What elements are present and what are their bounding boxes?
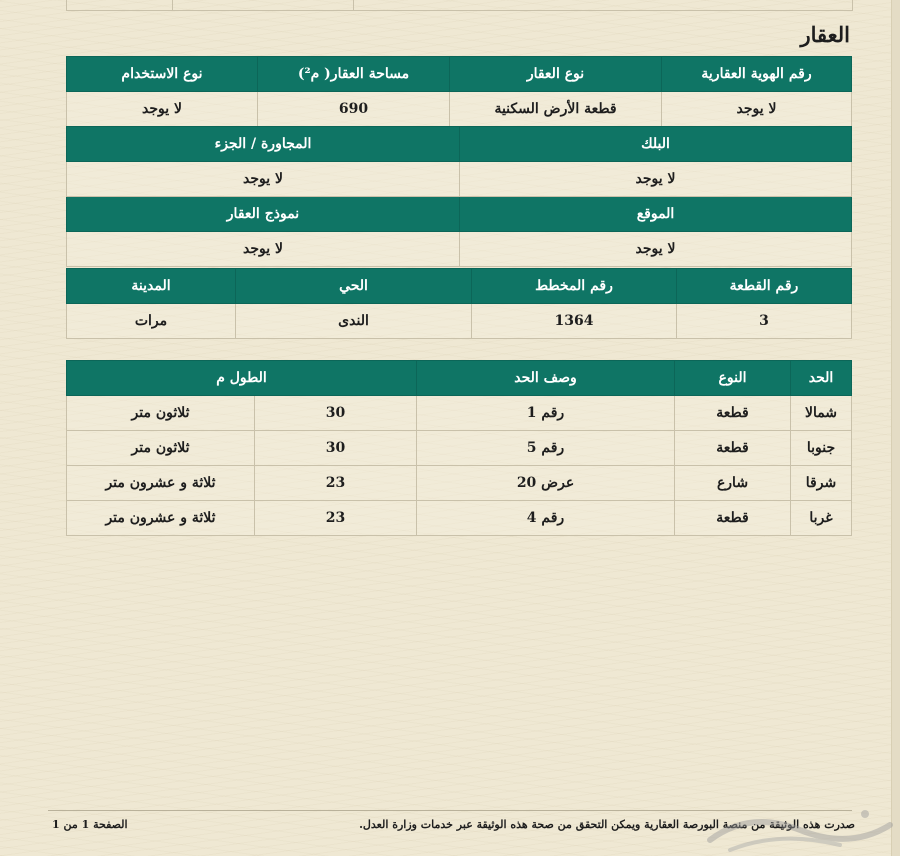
header-city: المدينة — [67, 269, 236, 304]
cell-desc: رقم 5 — [417, 431, 675, 466]
header-property-type: نوع العقار — [450, 57, 662, 92]
value-block: لا يوجد — [460, 162, 852, 197]
header-length: الطول م — [67, 361, 417, 396]
cell-type: قطعة — [675, 501, 791, 536]
header-neighbor-part: المجاورة / الجزء — [67, 127, 460, 162]
header-property-model: نموذج العقار — [67, 197, 460, 232]
cell-type: شارع — [675, 466, 791, 501]
header-usage-type: نوع الاستخدام — [67, 57, 258, 92]
cell-type: قطعة — [675, 431, 791, 466]
value-city: مرات — [67, 304, 236, 339]
section-title: العقار — [800, 22, 850, 47]
footer-note: صدرت هذه الوثيقة من منصة البورصة العقارية ويمكن التحقق من صحة هذه الوثيقة عبر خدمات وزارة العدل. — [359, 818, 855, 831]
cell-side: غربا — [791, 501, 852, 536]
cell-length-text: ثلاثون متر — [67, 431, 255, 466]
cell-desc: رقم 4 — [417, 501, 675, 536]
value-location: لا يوجد — [460, 232, 852, 267]
header-property-area: مساحة العقار( م²) — [258, 57, 450, 92]
header-property-id: رقم الهوية العقارية — [662, 57, 852, 92]
cell-length: 30 — [255, 431, 417, 466]
page-number: الصفحة 1 من 1 — [52, 818, 128, 831]
watermark-logo-icon — [690, 800, 900, 856]
value-property-model: لا يوجد — [67, 232, 460, 267]
previous-table-remnant — [66, 0, 853, 11]
cell-side: شمالا — [791, 396, 852, 431]
header-district: الحي — [236, 269, 472, 304]
value-plot-number: 3 — [677, 304, 852, 339]
header-location: الموقع — [460, 197, 852, 232]
header-description: وصف الحد — [417, 361, 675, 396]
boundaries-table — [66, 360, 852, 536]
table-row — [67, 431, 852, 466]
header-type: النوع — [675, 361, 791, 396]
cell-desc: عرض 20 — [417, 466, 675, 501]
header-plan-number: رقم المخطط — [472, 269, 677, 304]
cell-length: 30 — [255, 396, 417, 431]
table-row — [67, 396, 852, 431]
value-plan-number: 1364 — [472, 304, 677, 339]
table-row — [67, 501, 852, 536]
plot-table — [66, 268, 852, 339]
location-table — [66, 126, 852, 267]
cell-type: قطعة — [675, 396, 791, 431]
cell-desc: رقم 1 — [417, 396, 675, 431]
header-plot-number: رقم القطعة — [677, 269, 852, 304]
table-row — [67, 466, 852, 501]
cell-length: 23 — [255, 466, 417, 501]
value-property-type: قطعة الأرض السكنية — [450, 92, 662, 127]
value-neighbor-part: لا يوجد — [67, 162, 460, 197]
cell-length-text: ثلاثة و عشرون متر — [67, 466, 255, 501]
header-boundary: الحد — [791, 361, 852, 396]
property-info-table — [66, 56, 852, 127]
cell-side: جنوبا — [791, 431, 852, 466]
scrollbar-track[interactable] — [891, 0, 900, 856]
cell-length-text: ثلاثة و عشرون متر — [67, 501, 255, 536]
cell-length-text: ثلاثون متر — [67, 396, 255, 431]
value-district: الندى — [236, 304, 472, 339]
cell-side: شرقا — [791, 466, 852, 501]
header-block: البلك — [460, 127, 852, 162]
value-usage-type: لا يوجد — [67, 92, 258, 127]
cell-length: 23 — [255, 501, 417, 536]
value-property-area: 690 — [258, 92, 450, 127]
value-property-id: لا يوجد — [662, 92, 852, 127]
